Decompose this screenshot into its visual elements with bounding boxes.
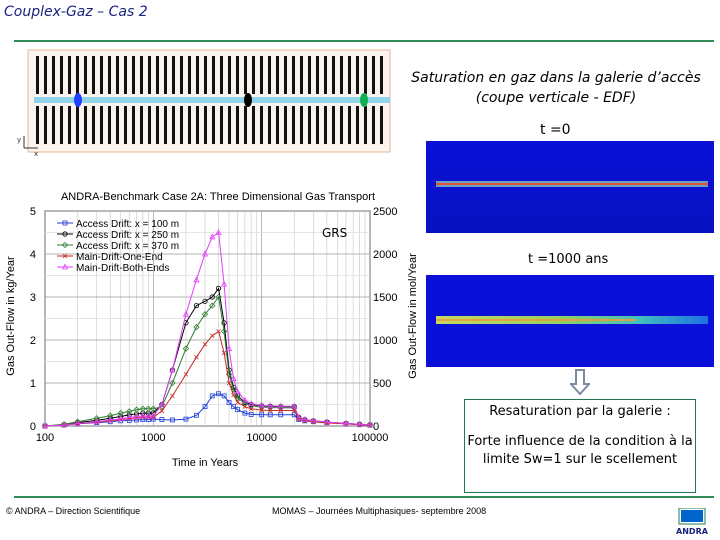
mesh-bar xyxy=(220,106,223,144)
mesh-bar xyxy=(236,56,239,94)
mesh-bar xyxy=(164,56,167,94)
mesh-bar xyxy=(220,56,223,94)
mesh-bar xyxy=(276,56,279,94)
drift-band-core xyxy=(436,319,636,321)
x-axis-label: Time in Years xyxy=(171,457,239,469)
mesh-bar xyxy=(116,56,119,94)
mesh-bar xyxy=(204,56,207,94)
grs-annotation: GRS xyxy=(322,226,348,240)
mesh-bar xyxy=(332,56,335,94)
mesh-bar xyxy=(196,106,199,144)
mesh-bar xyxy=(300,106,303,144)
legend-label: Access Drift: x = 250 m xyxy=(76,230,180,241)
mesh-bar xyxy=(52,106,55,144)
mesh-bar xyxy=(124,106,127,144)
mesh-bar xyxy=(132,106,135,144)
mesh-bar xyxy=(212,106,215,144)
y-tick-label-left: 4 xyxy=(29,249,36,261)
mesh-bar xyxy=(68,56,71,94)
mesh-bar xyxy=(284,56,287,94)
mesh-bar xyxy=(92,56,95,94)
mesh-bar xyxy=(372,56,375,94)
mesh-bar xyxy=(116,106,119,144)
mesh-bar xyxy=(84,106,87,144)
down-arrow-icon xyxy=(570,369,590,395)
mesh-bar xyxy=(356,56,359,94)
mesh-bar xyxy=(44,106,47,144)
mesh-bar xyxy=(284,106,287,144)
mesh-bar xyxy=(36,56,39,94)
mesh-bar xyxy=(268,56,271,94)
mesh-bar xyxy=(244,106,247,144)
mesh-bar xyxy=(164,106,167,144)
mesh-diagram xyxy=(14,44,406,160)
mesh-bar xyxy=(236,106,239,144)
mesh-bar xyxy=(356,106,359,144)
y-tick-label-left: 0 xyxy=(29,421,36,433)
mesh-bar xyxy=(260,56,263,94)
y-tick-label-left: 3 xyxy=(29,292,36,304)
time-label-t0: t =0 xyxy=(540,122,571,138)
x-tick-label: 1000 xyxy=(141,432,166,444)
mesh-marker xyxy=(360,93,368,107)
mesh-bar xyxy=(76,106,79,144)
mesh-bar xyxy=(340,106,343,144)
resaturation-text: Forte influence de la condition à la limite Sw=1 sur le scellement xyxy=(467,434,693,467)
mesh-bar xyxy=(148,106,151,144)
slide-title: Couplex-Gaz – Cas 2 xyxy=(4,4,148,20)
y-tick-label-left: 5 xyxy=(29,206,36,218)
mesh-bar xyxy=(60,56,63,94)
logo-text: ANDRA xyxy=(676,527,708,536)
y-tick-label-right: 1500 xyxy=(373,292,398,304)
mesh-bar xyxy=(204,106,207,144)
mesh-bar xyxy=(228,56,231,94)
footer-divider xyxy=(14,496,714,498)
legend-label: Main-Drift-Both-Ends xyxy=(76,263,170,274)
mesh-bar xyxy=(100,106,103,144)
chart-title: ANDRA-Benchmark Case 2A: Three Dimensional Gas Transport xyxy=(60,191,376,203)
mesh-bar xyxy=(308,56,311,94)
mesh-bar xyxy=(364,56,367,94)
title-divider xyxy=(14,40,714,42)
axis-y-label: y xyxy=(17,136,22,144)
y-tick-label-right: 1000 xyxy=(373,335,398,347)
mesh-bar xyxy=(372,106,375,144)
mesh-bar xyxy=(92,106,95,144)
mesh-bar xyxy=(260,106,263,144)
mesh-bar xyxy=(196,56,199,94)
mesh-bar xyxy=(268,106,271,144)
mesh-bar xyxy=(340,56,343,94)
resaturation-box xyxy=(464,399,696,493)
drift-band-core xyxy=(436,183,708,185)
footer-conference: MOMAS – Journées Multiphasiques- septembre 2008 xyxy=(272,506,487,516)
mesh-bar xyxy=(140,106,143,144)
mesh-bar xyxy=(188,56,191,94)
mesh-bar xyxy=(276,106,279,144)
mesh-bar xyxy=(292,56,295,94)
mesh-bar xyxy=(100,56,103,94)
mesh-bar xyxy=(124,56,127,94)
mesh-bar xyxy=(252,106,255,144)
mesh-bar xyxy=(212,56,215,94)
mesh-bar xyxy=(308,106,311,144)
time-label-t1000: t =1000 ans xyxy=(528,252,609,267)
mesh-bar xyxy=(36,106,39,144)
mesh-bar xyxy=(172,106,175,144)
mesh-bar xyxy=(156,106,159,144)
y-tick-label-right: 2000 xyxy=(373,249,398,261)
mesh-bar xyxy=(292,106,295,144)
mesh-bar xyxy=(316,56,319,94)
y-tick-label-right: 2500 xyxy=(373,206,398,218)
mesh-bar xyxy=(52,56,55,94)
y-axis-label-left: Gas Out-Flow in kg/Year xyxy=(5,256,17,376)
mesh-bar xyxy=(180,106,183,144)
x-tick-label: 100 xyxy=(35,432,55,444)
y-tick-label-left: 2 xyxy=(29,335,36,347)
mesh-bar xyxy=(140,56,143,94)
mesh-bar xyxy=(244,56,247,94)
y-tick-label-right: 0 xyxy=(373,421,380,433)
saturation-map-t1000 xyxy=(426,275,714,367)
andra-logo xyxy=(672,508,712,536)
y-axis-label-right: Gas Out-Flow in mol/Year xyxy=(407,253,419,379)
y-tick-label-left: 1 xyxy=(29,378,36,390)
legend xyxy=(57,219,179,274)
y-tick-label-right: 500 xyxy=(373,378,392,390)
mesh-bar xyxy=(300,56,303,94)
mesh-bar xyxy=(148,56,151,94)
mesh-marker xyxy=(244,93,252,107)
mesh-bar xyxy=(348,106,351,144)
mesh-marker xyxy=(74,93,82,107)
mesh-bar xyxy=(324,56,327,94)
mesh-bar xyxy=(228,106,231,144)
mesh-bar xyxy=(324,106,327,144)
legend-label: Access Drift: x = 100 m xyxy=(76,219,180,230)
mesh-bar xyxy=(68,106,71,144)
mesh-bar xyxy=(380,56,383,94)
saturation-caption: Saturation en gaz dans la galerie d’accès (coupe verticale - EDF) xyxy=(411,70,701,106)
mesh-bar xyxy=(76,56,79,94)
footer-copyright: © ANDRA – Direction Scientifique xyxy=(6,506,141,516)
mesh-bar xyxy=(180,56,183,94)
legend-label: Main-Drift-One-End xyxy=(76,252,163,263)
mesh-bar xyxy=(156,56,159,94)
mesh-bar xyxy=(316,106,319,144)
x-tick-label: 10000 xyxy=(246,432,277,444)
mesh-bar xyxy=(332,106,335,144)
legend-label: Access Drift: x = 370 m xyxy=(76,241,180,252)
mesh-bar xyxy=(84,56,87,94)
gas-outflow-chart xyxy=(0,186,420,472)
mesh-bar xyxy=(380,106,383,144)
mesh-bar xyxy=(188,106,191,144)
mesh-bar xyxy=(60,106,63,144)
resaturation-heading: Resaturation par la galerie : xyxy=(489,404,671,419)
axis-x-label: x xyxy=(34,150,39,158)
mesh-bar xyxy=(348,56,351,94)
x-tick-label: 100000 xyxy=(351,432,389,444)
mesh-bar xyxy=(44,56,47,94)
mesh-bar xyxy=(252,56,255,94)
mesh-bar xyxy=(364,106,367,144)
mesh-bar xyxy=(108,106,111,144)
mesh-bar xyxy=(108,56,111,94)
mesh-bar xyxy=(132,56,135,94)
mesh-bar xyxy=(172,56,175,94)
saturation-map-t0 xyxy=(426,141,714,233)
